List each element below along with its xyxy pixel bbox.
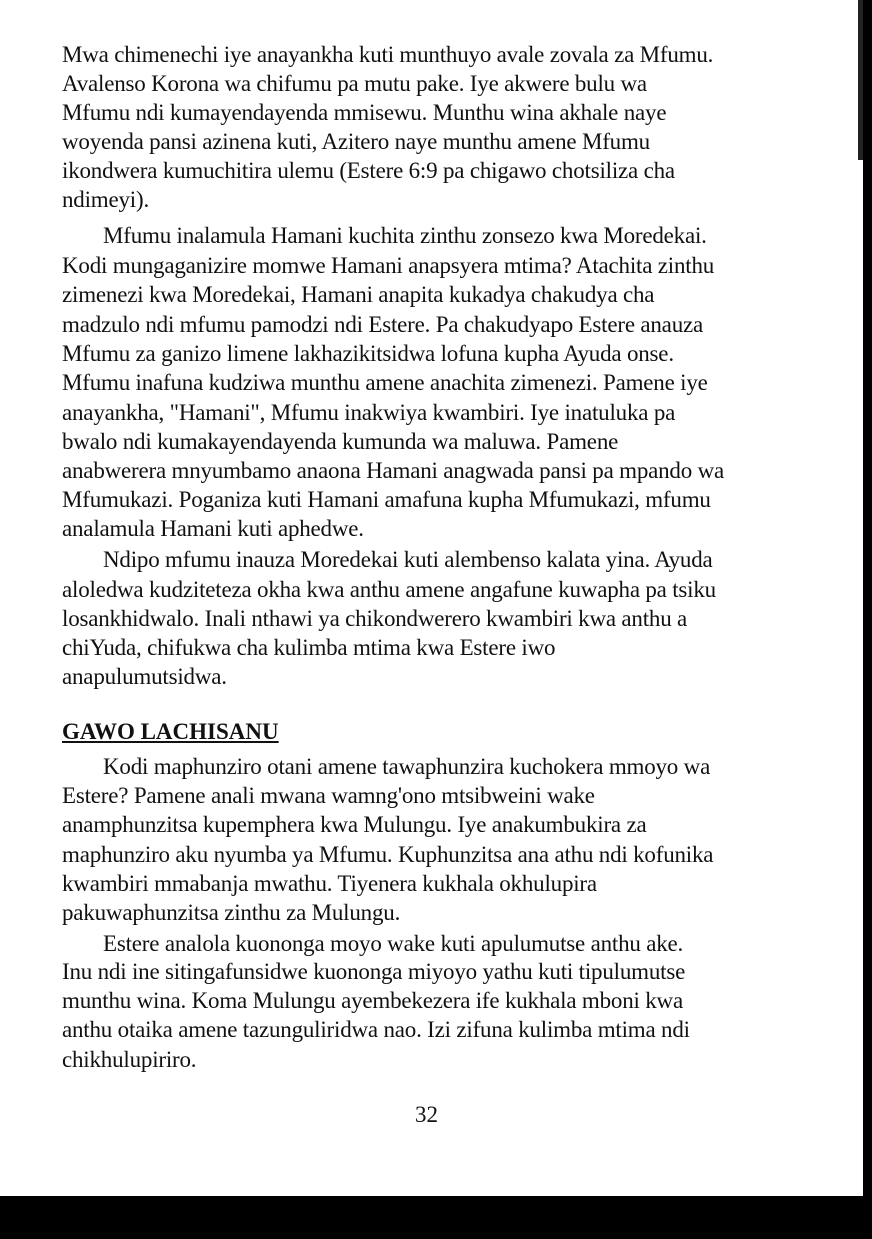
text-line: bwalo ndi kumakayendayenda kumunda wa maluwa. Pamene [62, 429, 619, 454]
text-line: Kodi mungaganizire momwe Hamani anapsyera mtima? Atachita zinthu [62, 253, 715, 278]
text-line: woyenda pansi azinena kuti, Azitero naye munthu amene Mfumu [62, 129, 650, 154]
text-line: chiYuda, chifukwa cha kulimba mtima kwa Estere iwo [62, 635, 556, 660]
text-line: Avalenso Korona wa chifumu pa mutu pake. Iye akwere bulu wa [62, 71, 647, 96]
text-line: chikhulupiriro. [62, 1047, 197, 1072]
text-line: Mfumu za ganizo limene lakhazikitsidwa lofuna kupha Ayuda onse. [62, 341, 674, 366]
text-line: ndimeyi). [62, 187, 149, 212]
text-line: Mfumu ndi kumayendayenda mmisewu. Munthu wina akhale naye [62, 100, 667, 125]
text-line: anamphunzitsa kupemphera kwa Mulungu. Iye anakumbukira za [62, 812, 647, 837]
text-line: Estere analola kuononga moyo wake kuti apulumutse anthu ake. [103, 931, 684, 956]
text-line: Mwa chimenechi iye anayankha kuti munthuyo avale zovala za Mfumu. [62, 42, 714, 67]
text-line: anabwerera mnyumbamo anaona Hamani anagwada pansi pa mpando wa [62, 458, 725, 483]
scan-border-bottom [0, 1196, 872, 1239]
page-number: 32 [415, 1102, 438, 1127]
scan-border-right [863, 0, 872, 1239]
text-line: Mfumu inalamula Hamani kuchita zinthu zonsezo kwa Moredekai. [103, 223, 707, 248]
text-line: Kodi maphunziro otani amene tawaphunzira kuchokera mmoyo wa [103, 754, 711, 779]
text-line: anapulumutsidwa. [62, 664, 227, 689]
text-line: analamula Hamani kuti aphedwe. [62, 516, 364, 541]
text-line: Inu ndi ine sitingafunsidwe kuononga miyoyo yathu kuti tipulumutse [62, 959, 686, 984]
text-line: Ndipo mfumu inauza Moredekai kuti alembenso kalata yina. Ayuda [103, 547, 713, 572]
text-line: aloledwa kudziteteza okha kwa anthu amene angafune kuwapha pa tsiku [62, 577, 716, 602]
text-line: Mfumukazi. Poganiza kuti Hamani amafuna kupha Mfumukazi, mfumu [62, 487, 711, 512]
text-line: losankhidwalo. Inali nthawi ya chikondwerero kwambiri kwa anthu a [62, 606, 688, 631]
text-line: Mfumu inafuna kudziwa munthu amene anachita zimenezi. Pamene iye [62, 370, 708, 395]
text-line: anayankha, "Hamani", Mfumu inakwiya kwambiri. Iye inatuluka pa [62, 400, 676, 425]
text-line: pakuwaphunzitsa zinthu za Mulungu. [62, 900, 401, 925]
section-heading: GAWO LACHISANU [62, 719, 279, 744]
text-line: zimenezi kwa Moredekai, Hamani anapita kukadya chakudya cha [62, 282, 655, 307]
text-line: Estere? Pamene anali mwana wamng'ono mtsibweini wake [62, 783, 595, 808]
text-line: munthu wina. Koma Mulungu ayembekezera ife kukhala mboni kwa [62, 988, 683, 1013]
text-line: madzulo ndi mfumu pamodzi ndi Estere. Pa chakudyapo Estere anauza [62, 312, 704, 337]
scan-shadow [858, 0, 863, 160]
text-line: ikondwera kumuchitira ulemu (Estere 6:9 pa chigawo chotsiliza cha [62, 158, 675, 183]
text-line: maphunziro aku nyumba ya Mfumu. Kuphunzitsa ana athu ndi kofunika [62, 842, 714, 867]
text-line: anthu otaika amene tazunguliridwa nao. Izi zifuna kulimba mtima ndi [62, 1017, 690, 1042]
text-line: kwambiri mmabanja mwathu. Tiyenera kukhala okhulupira [62, 871, 597, 896]
